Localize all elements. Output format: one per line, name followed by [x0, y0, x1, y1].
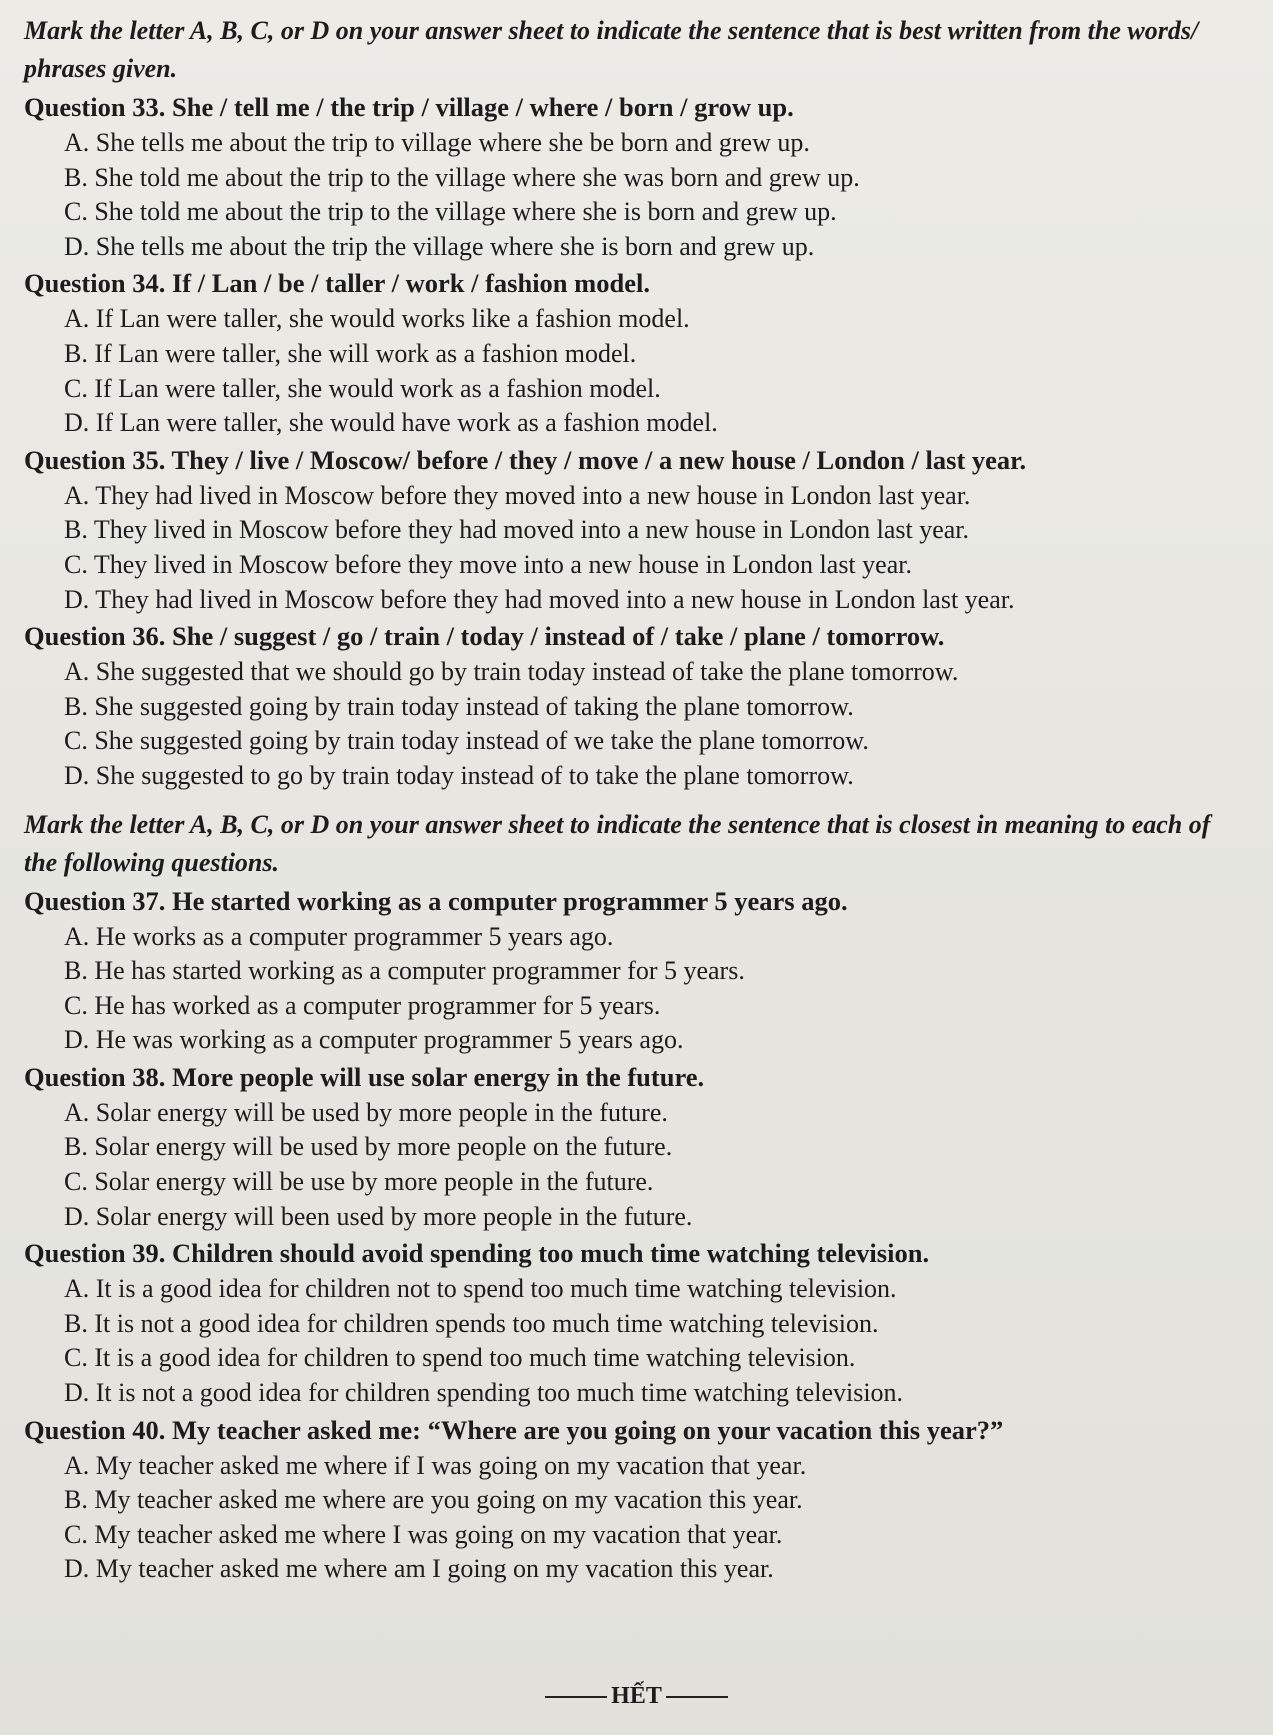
- question-34-option-d: D. If Lan were taller, she would have work as a fashion model.: [64, 408, 718, 438]
- question-35-option-b: B. They lived in Moscow before they had moved into a new house in London last year.: [64, 515, 969, 545]
- question-38-option-b: B. Solar energy will be used by more people on the future.: [64, 1132, 673, 1162]
- question-34-option-c: C. If Lan were taller, she would work as a fashion model.: [64, 373, 661, 403]
- question-40-option-d: D. My teacher asked me where am I going on my vacation this year.: [64, 1554, 774, 1584]
- question-35-option-a: A. They had lived in Moscow before they moved into a new house in London last year.: [64, 480, 971, 510]
- question-40-option-b: B. My teacher asked me where are you going on my vacation this year.: [64, 1485, 803, 1515]
- question-37-option-c: C. He has worked as a computer programmer for 5 years.: [64, 990, 661, 1020]
- question-33-option-d: D. She tells me about the trip the village where she is born and grew up.: [64, 231, 815, 261]
- question-37-option-b: B. He has started working as a computer programmer for 5 years.: [64, 956, 745, 986]
- question-38-option-d: D. Solar energy will been used by more people in the future.: [64, 1201, 693, 1231]
- question-33-title: Question 33. She / tell me / the trip / village / where / born / grow up.: [24, 92, 794, 122]
- end-divider-right: [666, 1696, 728, 1698]
- question-39-option-d: D. It is not a good idea for children spending too much time watching television.: [64, 1378, 904, 1408]
- question-37-option-d: D. He was working as a computer programmer 5 years ago.: [64, 1025, 684, 1055]
- question-35-title: Question 35. They / live / Moscow/ before / they / move / a new house / London / last year.: [24, 444, 1027, 475]
- question-38-option-c: C. Solar energy will be use by more people in the future.: [64, 1167, 654, 1197]
- question-33: [24, 88, 1243, 264]
- question-34: [24, 264, 1243, 440]
- end-label: HẾT: [611, 1683, 662, 1709]
- end-marker: [0, 1683, 1273, 1710]
- question-37-title: Question 37. He started working as a computer programmer 5 years ago.: [24, 885, 848, 916]
- question-33-option-b: B. She told me about the trip to the village where she was born and grew up.: [64, 162, 860, 192]
- question-34-option-b: B. If Lan were taller, she will work as a fashion model.: [64, 338, 637, 368]
- question-35: [24, 441, 1243, 617]
- question-39: [24, 1234, 1243, 1410]
- end-divider-left: [545, 1696, 607, 1698]
- question-39-option-a: A. It is a good idea for children not to spend too much time watching television.: [64, 1274, 897, 1304]
- question-38-option-a: A. Solar energy will be used by more people in the future.: [64, 1097, 668, 1127]
- question-36-option-a: A. She suggested that we should go by train today instead of take the plane tomorrow.: [64, 657, 959, 687]
- question-40-option-a: A. My teacher asked me where if I was going on my vacation that year.: [64, 1450, 807, 1480]
- question-36: [24, 617, 1243, 793]
- question-35-option-c: C. They lived in Moscow before they move into a new house in London last year.: [64, 549, 912, 579]
- question-36-option-c: C. She suggested going by train today instead of we take the plane tomorrow.: [64, 726, 869, 756]
- question-33-option-a: A. She tells me about the trip to village where she be born and grew up.: [64, 128, 810, 157]
- question-38: [24, 1058, 1243, 1234]
- question-39-option-b: B. It is not a good idea for children spends too much time watching television.: [64, 1308, 879, 1338]
- question-36-option-b: B. She suggested going by train today instead of taking the plane tomorrow.: [64, 691, 854, 721]
- question-36-title: Question 36. She / suggest / go / train / today / instead of / take / plane / tomorrow.: [24, 621, 945, 652]
- question-37-option-a: A. He works as a computer programmer 5 years ago.: [64, 921, 614, 951]
- question-40-option-c: C. My teacher asked me where I was going on my vacation that year.: [64, 1519, 783, 1549]
- question-40-title: Question 40. My teacher asked me: “Where are you going on your vacation this year?”: [24, 1414, 1004, 1445]
- question-39-option-c: C. It is a good idea for children to spend too much time watching television.: [64, 1343, 856, 1373]
- question-35-option-d: D. They had lived in Moscow before they had moved into a new house in London last year.: [64, 584, 1015, 614]
- question-40: [24, 1411, 1243, 1587]
- question-39-title: Question 39. Children should avoid spending too much time watching television.: [24, 1238, 930, 1269]
- question-36-option-d: D. She suggested to go by train today instead of to take the plane tomorrow.: [64, 760, 854, 790]
- question-34-option-a: A. If Lan were taller, she would works like a fashion model.: [64, 304, 690, 334]
- section-2-instruction: Mark the letter A, B, C, or D on your answer sheet to indicate the sentence that is closest in meaning to each of the following questions.: [24, 809, 1211, 877]
- question-37: [24, 882, 1243, 1058]
- section-1-instruction: Mark the letter A, B, C, or D on your answer sheet to indicate the sentence that is best written from the words/ phrases given.: [24, 16, 1199, 83]
- question-33-option-c: C. She told me about the trip to the village where she is born and grew up.: [64, 197, 837, 227]
- question-38-title: Question 38. More people will use solar energy in the future.: [24, 1061, 705, 1092]
- question-34-title: Question 34. If / Lan / be / taller / work / fashion model.: [24, 268, 650, 299]
